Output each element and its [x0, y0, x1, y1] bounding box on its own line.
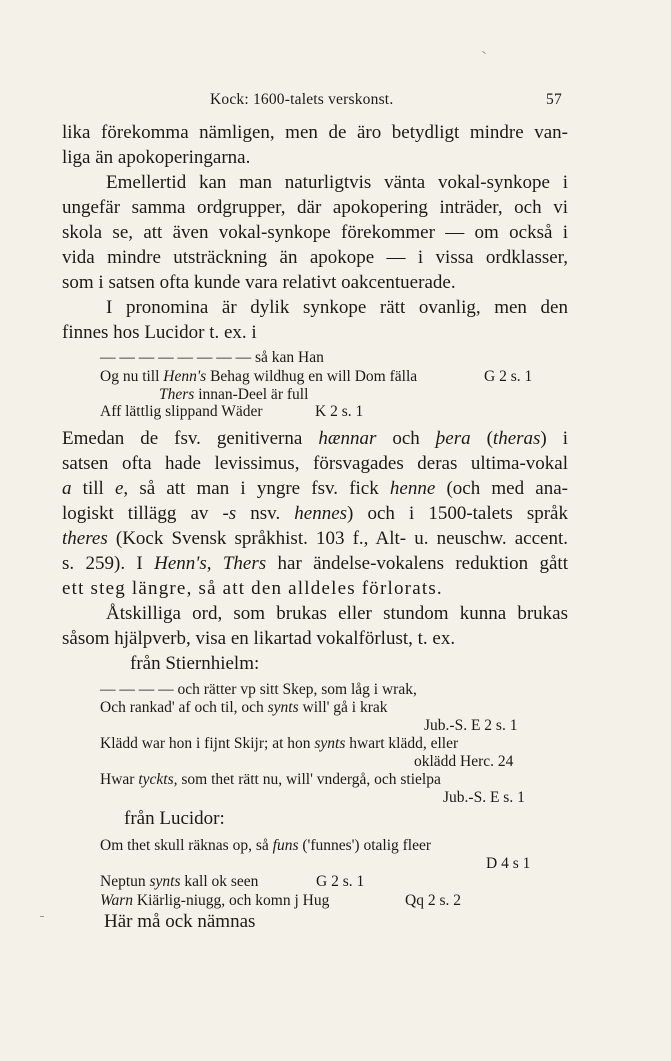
verse-citation: oklädd Herc. 24: [414, 753, 514, 770]
text-line: a till e, så att man i yngre fsv. fick henne (och med ana-: [62, 478, 568, 499]
verse-line: Om thet skull räknas op, så funs ('funnes') otalig fleer: [100, 837, 432, 854]
page-mark: [40, 916, 44, 917]
verse-line: — — — — — — — — så kan Han: [100, 349, 324, 366]
verse-line: — — — — och rätter vp sitt Skep, som låg i wrak,: [100, 681, 417, 698]
verse-citation: G 2 s. 1: [316, 873, 365, 890]
verse-citation: K 2 s. 1: [315, 403, 364, 420]
verse-citation: Qq 2 s. 2: [405, 892, 461, 909]
text-line: lika förekomma nämligen, men de äro betydligt mindre van-: [62, 122, 568, 143]
text-line: från Stiernhielm:: [130, 653, 260, 674]
verse-line: Klädd war hon i fijnt Skijr; at hon synts hwart klädd, eller: [100, 735, 459, 752]
verse-line: Thers innan-Deel är full: [159, 386, 309, 403]
verse-line: Hwar tyckts, som thet rätt nu, will' vndergå, och stielpa: [100, 771, 441, 788]
text-line: logiskt tillägg av -s nsv. hennes) och i 1500-talets språk: [62, 503, 568, 524]
text-line: såsom hjälpverb, visa en likartad vokalförlust, t. ex.: [62, 628, 456, 649]
text-line: vida mindre utsträckning än apokope — i vissa ordklasser,: [62, 247, 568, 268]
page-mark: [482, 51, 486, 54]
text-line: Här må ock nämnas: [104, 911, 256, 932]
verse-citation: Jub.-S. E 2 s. 1: [424, 717, 518, 734]
text-line: ungefär samma ordgrupper, där apokopering inträder, och vi: [62, 197, 568, 218]
text-line: satsen ofta hade levissimus, försvagades deras ultima-vokal: [62, 453, 568, 474]
page-number: 57: [546, 91, 562, 108]
verse-line: Aff lättlig slippand Wäder: [100, 403, 263, 420]
verse-line: Og nu till Henn's Behag wildhug en will Dom fälla: [100, 368, 418, 385]
verse-citation: Jub.-S. E s. 1: [443, 789, 525, 806]
text-line: skola se, att även vokal-synkope förekommer — om också i: [62, 222, 568, 243]
running-title: Kock: 1600-talets verskonst.: [210, 91, 394, 108]
text-line: s. 259). I Henn's, Thers har ändelse-vokalens reduktion gått: [62, 553, 568, 574]
text-line: I pronomina är dylik synkope rätt ovanlig, men den: [106, 297, 568, 318]
text-line: som i satsen ofta kunde vara relativt oakcentuerade.: [62, 272, 456, 293]
verse-citation: G 2 s. 1: [484, 368, 533, 385]
text-line: theres (Kock Svensk språkhist. 103 f., Alt- u. neuschw. accent.: [62, 528, 568, 549]
verse-line: Warn Kiärlig-niugg, och komn j Hug: [100, 892, 330, 909]
verse-line: Och rankad' af och til, och synts will' gå i krak: [100, 699, 388, 716]
text-line: ett steg längre, så att den alldeles förlorats.: [62, 578, 443, 599]
text-line: finnes hos Lucidor t. ex. i: [62, 322, 257, 343]
text-line: från Lucidor:: [124, 808, 225, 829]
text-line: Emellertid kan man naturligtvis vänta vokal-synkope i: [106, 172, 568, 193]
verse-line: Neptun synts kall ok seen: [100, 873, 259, 890]
text-line: Emedan de fsv. genitiverna hænnar och þera (theras) i: [62, 428, 569, 449]
verse-citation: D 4 s 1: [486, 855, 531, 872]
text-line: Åtskilliga ord, som brukas eller stundom kunna brukas: [106, 603, 568, 624]
text-line: liga än apokoperingarna.: [62, 147, 251, 168]
